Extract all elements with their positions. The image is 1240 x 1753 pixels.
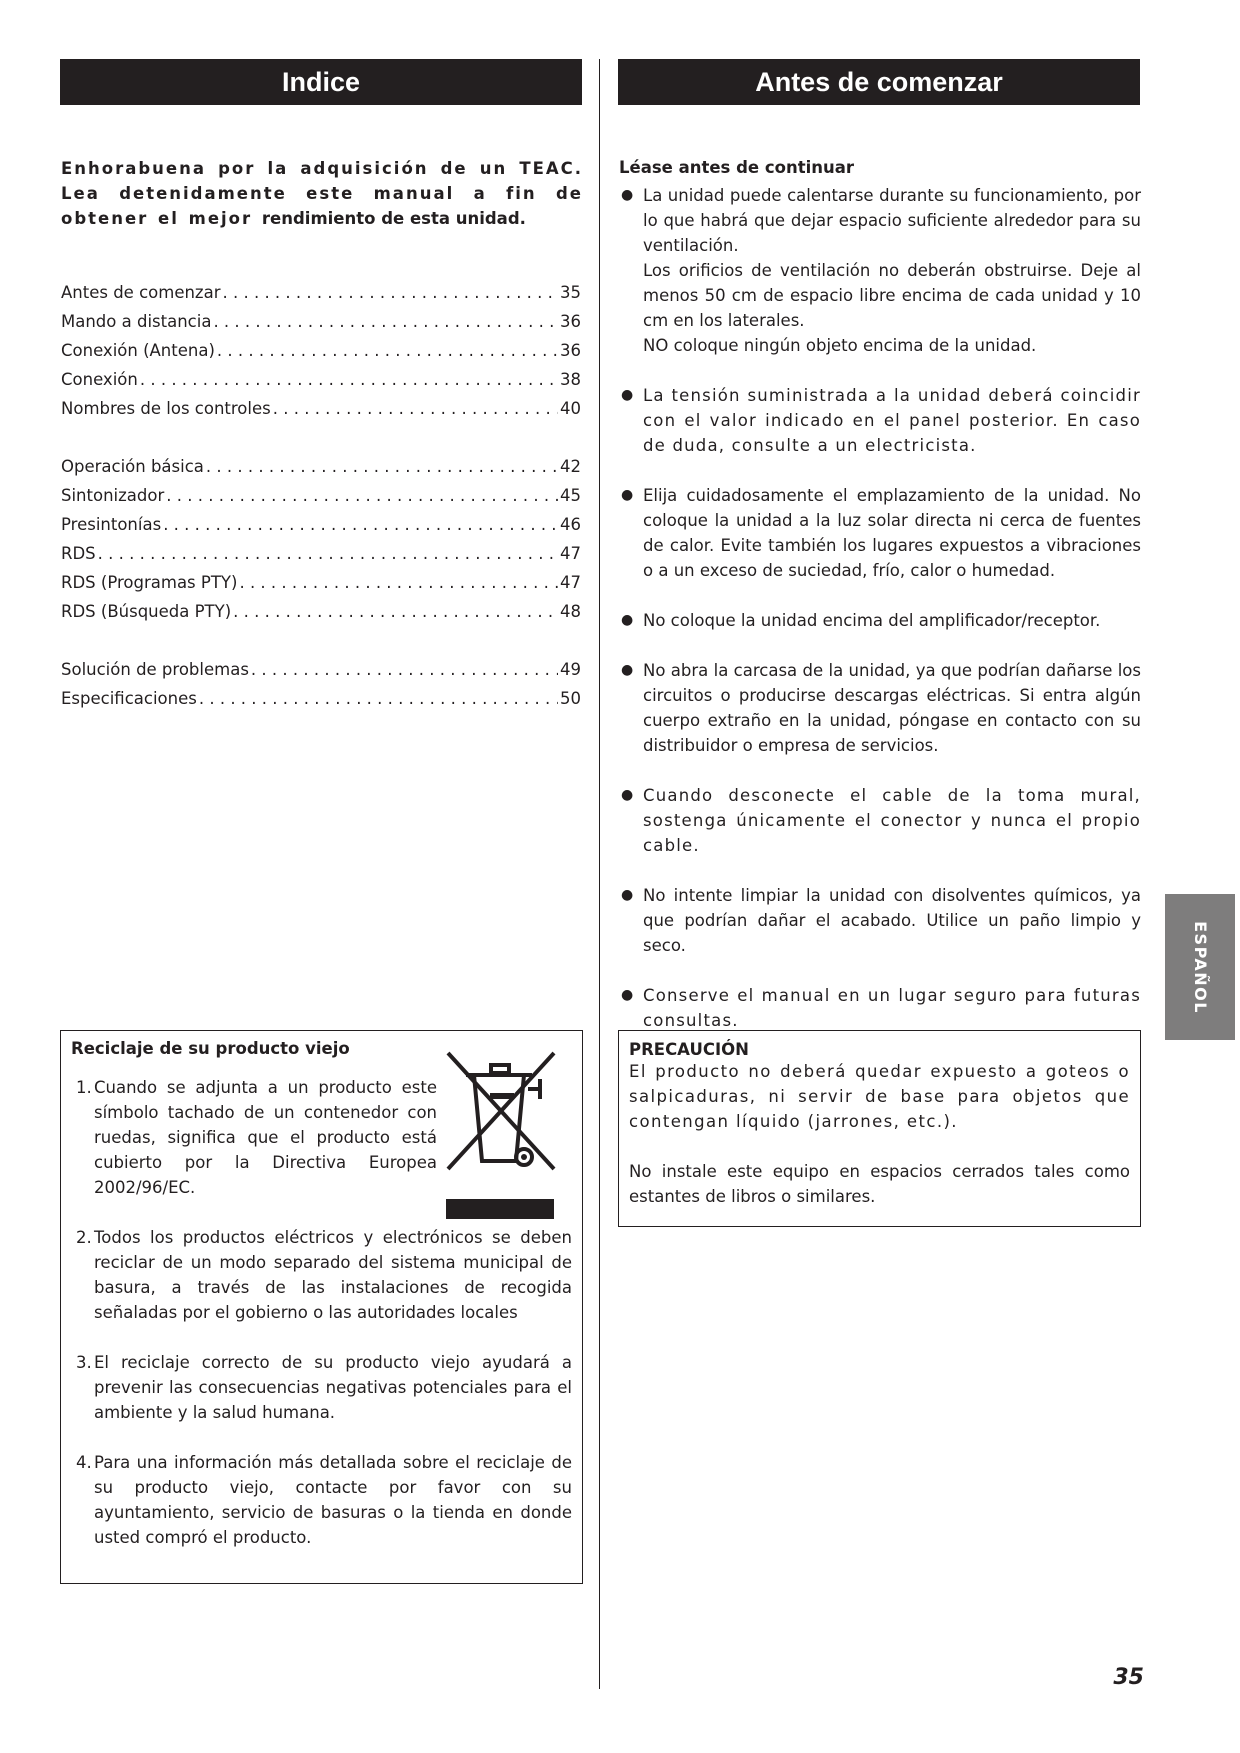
recycling-item-text: Para una información más detallada sobre el reciclaje de su producto viejo, contacte por favor con su ayuntamiento, servicio de basuras o la tienda en donde usted compró el producto.: [94, 1453, 572, 1547]
recycling-item-number: 4.: [76, 1453, 92, 1472]
intro-paragraph: [61, 156, 583, 231]
toc-page-number: 36: [560, 312, 581, 331]
caution-box: [618, 1030, 1141, 1227]
toc-title: Operación básica: [61, 457, 204, 476]
toc-title: Nombres de los controles: [61, 399, 271, 418]
before-start-header: Antes de comenzar: [618, 59, 1140, 105]
precaution-text: No abra la carcasa de la unidad, ya que podrían dañarse los circuitos o producirse descargas eléctricas. Si entra algún cuerpo extraño en la unidad, póngase en contacto con su distribuidor o empresa de servicios.: [643, 661, 1141, 755]
toc-title: Presintonías: [61, 515, 162, 534]
caution-paragraph-1: El producto no deberá quedar expuesto a goteos o salpicaduras, ni servir de base para objetos que contengan líquido (jarrones, etc.).: [629, 1062, 1130, 1131]
toc-row: [61, 602, 581, 631]
toc-page-number: 45: [560, 486, 581, 505]
toc-row: [61, 283, 581, 312]
recycling-item: [71, 1075, 437, 1200]
precautions-list: [619, 183, 1141, 1058]
bullet-icon: ●: [621, 387, 635, 403]
recycling-item: [71, 1225, 572, 1325]
precaution-item: [619, 883, 1141, 958]
precaution-item: [619, 658, 1141, 758]
bullet-icon: ●: [621, 787, 635, 803]
toc-page-number: 46: [560, 515, 581, 534]
bullet-icon: ●: [621, 987, 635, 1003]
precaution-text: La tensión suministrada a la unidad deberá coincidir con el valor indicado en el panel posterior. En caso de duda, consulte a un electricista.: [643, 386, 1141, 455]
toc-page-number: 49: [560, 660, 581, 679]
toc-leader-dots: [163, 515, 558, 534]
toc-leader-dots: [222, 283, 558, 302]
bullet-icon: ●: [621, 662, 634, 678]
toc-title: RDS (Búsqueda PTY): [61, 602, 232, 621]
toc-page-number: 38: [560, 370, 581, 389]
precaution-text: Cuando desconecte el cable de la toma mural, sostenga únicamente el conector y nunca el propio cable.: [643, 786, 1141, 855]
recycling-title: Reciclaje de su producto viejo: [71, 1039, 350, 1058]
toc-leader-dots: [251, 660, 558, 679]
precaution-item: [619, 483, 1141, 583]
recycling-item-number: 2.: [76, 1228, 92, 1247]
toc-row: [61, 486, 581, 515]
toc-page-number: 50: [560, 689, 581, 708]
toc-title: Conexión: [61, 370, 138, 389]
precaution-item: [619, 183, 1141, 358]
precaution-text: Elija cuidadosamente el emplazamiento de la unidad. No coloque la unidad a la luz solar directa ni cerca de fuentes de calor. Evite también los lugares expuestos a vibraciones o a un exceso de suciedad, frío, calor o humedad.: [643, 486, 1141, 580]
toc-page-number: 47: [560, 544, 581, 563]
toc-row: [61, 370, 581, 399]
bullet-icon: ●: [621, 487, 634, 503]
toc-leader-dots: [273, 399, 558, 418]
recycling-box: [60, 1030, 583, 1584]
toc-row: [61, 399, 581, 428]
toc-title: Antes de comenzar: [61, 283, 221, 302]
page-number: 35: [1113, 1665, 1144, 1690]
precaution-item: [619, 983, 1141, 1033]
precaution-text: NO coloque ningún objeto encima de la unidad.: [643, 336, 1037, 355]
toc-title: Especificaciones: [61, 689, 197, 708]
toc-leader-dots: [206, 457, 558, 476]
column-divider: [599, 59, 600, 1689]
precaution-text: No coloque la unidad encima del amplificador/receptor.: [643, 611, 1101, 630]
precaution-text: Conserve el manual en un lugar seguro para futuras consultas.: [643, 986, 1141, 1030]
toc-page-number: 36: [560, 341, 581, 360]
toc-leader-dots: [199, 689, 558, 708]
index-header: Indice: [60, 59, 582, 105]
crossed-wheelie-bin-icon: [436, 1039, 566, 1219]
recycling-item-text: Cuando se adjunta a un producto este símbolo tachado de un contenedor con ruedas, significa que el producto está cubierto por la Directiva Europea 2002/96/EC.: [94, 1078, 437, 1197]
language-tab-label: ESPAÑOL: [1190, 920, 1210, 1014]
precaution-item: [619, 383, 1141, 458]
recycling-item-text: Todos los productos eléctricos y electrónicos se deben reciclar de un modo separado del sistema municipal de basura, a través de las instalaciones de recogida señaladas por el gobierno o las autoridades locales: [94, 1228, 572, 1322]
toc-row: [61, 660, 581, 689]
precaution-text: La unidad puede calentarse durante su funcionamiento, por lo que habrá que dejar espacio suficiente alrededor para su ventilación.: [643, 186, 1141, 255]
recycling-item: [71, 1350, 572, 1425]
caution-title: PRECAUCIÓN: [629, 1040, 749, 1059]
intro-line-2: rendimiento de esta unidad.: [261, 209, 526, 228]
language-tab: [1165, 894, 1235, 1040]
recycling-item-number: 1.: [76, 1078, 92, 1097]
precaution-text: No intente limpiar la unidad con disolventes químicos, ya que podrían dañar el acabado. Utilice un paño limpio y seco.: [643, 886, 1141, 955]
toc-page-number: 40: [560, 399, 581, 418]
toc-page-number: 48: [560, 602, 581, 621]
caution-paragraph-2: No instale este equipo en espacios cerrados tales como estantes de libros o similares.: [629, 1162, 1130, 1206]
toc-row: [61, 544, 581, 573]
toc-leader-dots: [140, 370, 558, 389]
toc-leader-dots: [217, 341, 558, 360]
bullet-icon: ●: [621, 887, 634, 903]
toc-page-number: 47: [560, 573, 581, 592]
read-before-subtitle: Léase antes de continuar: [619, 158, 855, 177]
toc-title: Sintonizador: [61, 486, 165, 505]
bullet-icon: ●: [621, 612, 634, 628]
toc-title: Conexión (Antena): [61, 341, 215, 360]
toc-leader-dots: [233, 602, 558, 621]
toc-row: [61, 515, 581, 544]
toc-title: RDS (Programas PTY): [61, 573, 238, 592]
toc-row: [61, 689, 581, 718]
bullet-icon: ●: [621, 187, 634, 203]
toc-leader-dots: [166, 486, 558, 505]
toc-row: [61, 341, 581, 370]
recycling-item-text: El reciclaje correcto de su producto viejo ayudará a prevenir las consecuencias negativas potenciales para el ambiente y la salud humana.: [94, 1353, 572, 1422]
toc-row: [61, 312, 581, 341]
toc-page-number: 35: [560, 283, 581, 302]
toc-row: [61, 573, 581, 602]
recycling-item: [71, 1450, 572, 1550]
recycling-item-number: 3.: [76, 1353, 92, 1372]
table-of-contents: [61, 283, 581, 718]
precaution-text: Los orificios de ventilación no deberán obstruirse. Deje al menos 50 cm de espacio libre encima de cada unidad y 10 cm en los laterales.: [643, 261, 1141, 330]
toc-leader-dots: [213, 312, 558, 331]
toc-title: Solución de problemas: [61, 660, 249, 679]
toc-title: RDS: [61, 544, 96, 563]
toc-leader-dots: [239, 573, 558, 592]
intro-line-1: Enhorabuena por la adquisición de un TEAC. Lea detenidamente este manual a fin de obtener el mejor: [61, 159, 583, 228]
toc-leader-dots: [98, 544, 558, 563]
toc-page-number: 42: [560, 457, 581, 476]
precaution-item: [619, 783, 1141, 858]
toc-title: Mando a distancia: [61, 312, 212, 331]
precaution-item: [619, 608, 1141, 633]
toc-row: [61, 457, 581, 486]
